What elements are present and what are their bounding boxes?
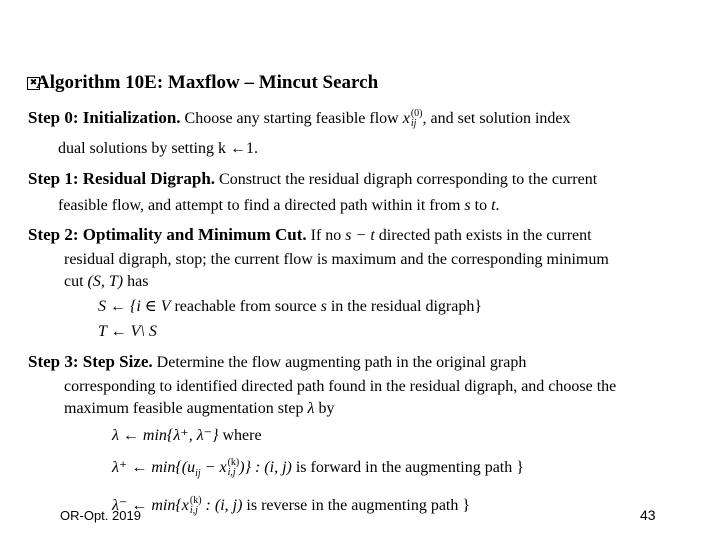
source-s: s (464, 197, 471, 214)
lambda-minus-lhs: λ⁻ ← min{x (112, 497, 189, 514)
step3-line3-text: maximum feasible augmentation step (64, 400, 308, 417)
step3-label: Step 3: Step Size. (28, 352, 153, 371)
capacity-subscript: ij (195, 468, 201, 480)
flow-subscript: ij (410, 118, 417, 130)
step0-text-a: Choose any starting feasible flow (184, 110, 403, 127)
step1-line2 (58, 196, 500, 216)
x-k-minus-superscript: (k) (189, 495, 202, 507)
set-s-source: s (320, 298, 327, 315)
step0-line2: dual solutions by setting k ←1. (58, 140, 258, 157)
step3-text-a: Determine the flow augmenting path in the original graph (152, 354, 527, 371)
flow-superscript: (0) (410, 108, 423, 120)
step3-by: by (314, 400, 335, 417)
page-number: 43 (640, 507, 656, 523)
step2-line2: residual digraph, stop; the current flow is maximum and the corresponding minimum (64, 251, 609, 268)
set-s-math: S ← {i ∈ V (98, 298, 171, 315)
step2-line3 (64, 272, 148, 292)
step1-line1 (28, 169, 597, 190)
cut-has: has (123, 273, 149, 290)
lambda-symbol: λ (307, 400, 315, 417)
step3-line1 (28, 352, 526, 373)
x-k-superscript-subscript (228, 458, 240, 478)
step2-text-a: If no (306, 227, 346, 244)
step1-period: . (495, 197, 500, 214)
step1-line2-text: feasible flow, and attempt to find a directed path within it from (58, 197, 465, 214)
step0-text-b: , and set solution index (422, 110, 571, 127)
step1-to: to (470, 197, 492, 214)
sink-t: t (491, 197, 496, 214)
lambda-where: where (218, 427, 262, 444)
set-s-definition (98, 297, 482, 317)
step3-line3 (64, 399, 334, 419)
step2-text-b: directed path exists in the current (374, 227, 592, 244)
x-k-superscript: (k) (227, 457, 240, 469)
x-k-minus-subscript: i,j (189, 505, 198, 517)
lambda-minus-tail: is reverse in the augmenting path } (242, 497, 471, 514)
cut-st: (S, T) (87, 273, 124, 290)
lambda-min-math: λ ← min{λ⁺, λ⁻} (112, 427, 219, 444)
broken-image-icon: ✖ (27, 77, 40, 90)
s-t-path: s − t (345, 227, 375, 244)
lambda-equation (112, 426, 262, 446)
step2-line1 (28, 225, 592, 246)
x-k-subscript: i,j (227, 467, 236, 479)
lambda-plus-arc: )} : (i, j) (239, 459, 292, 476)
flow-superscript-subscript (411, 109, 423, 129)
lambda-plus-lhs: λ⁺ ← min{(u (112, 459, 196, 476)
x-k-minus-superscript-subscript (190, 496, 202, 516)
slide-title: Algorithm 10E: Maxflow – Mincut Search (36, 72, 379, 93)
step1-text-a: Construct the residual digraph corresponding to the current (219, 171, 598, 188)
set-s-text: reachable from source (170, 298, 321, 315)
step3-line2: corresponding to identified directed path found in the residual digraph, and choose the (64, 378, 617, 395)
lambda-minus-arc: : (i, j) (201, 497, 243, 514)
set-s-tail: in the residual digraph} (326, 298, 483, 315)
step0-label: Step 0: Initialization. (28, 108, 181, 127)
lambda-plus-tail: is forward in the augmenting path } (291, 459, 524, 476)
lambda-plus-minus-x: − x (200, 459, 227, 476)
lambda-minus-equation (112, 496, 470, 516)
lambda-plus-equation (112, 458, 524, 484)
set-t-definition: T ← V\ S (98, 323, 157, 340)
footer-course-label: OR-Opt. 2019 (60, 508, 141, 523)
step1-label: Step 1: Residual Digraph. (28, 169, 216, 188)
flow-variable: x (402, 110, 410, 127)
cut-label: cut (64, 273, 88, 290)
step2-label: Step 2: Optimality and Minimum Cut. (28, 225, 307, 244)
step0-line1 (28, 108, 570, 129)
